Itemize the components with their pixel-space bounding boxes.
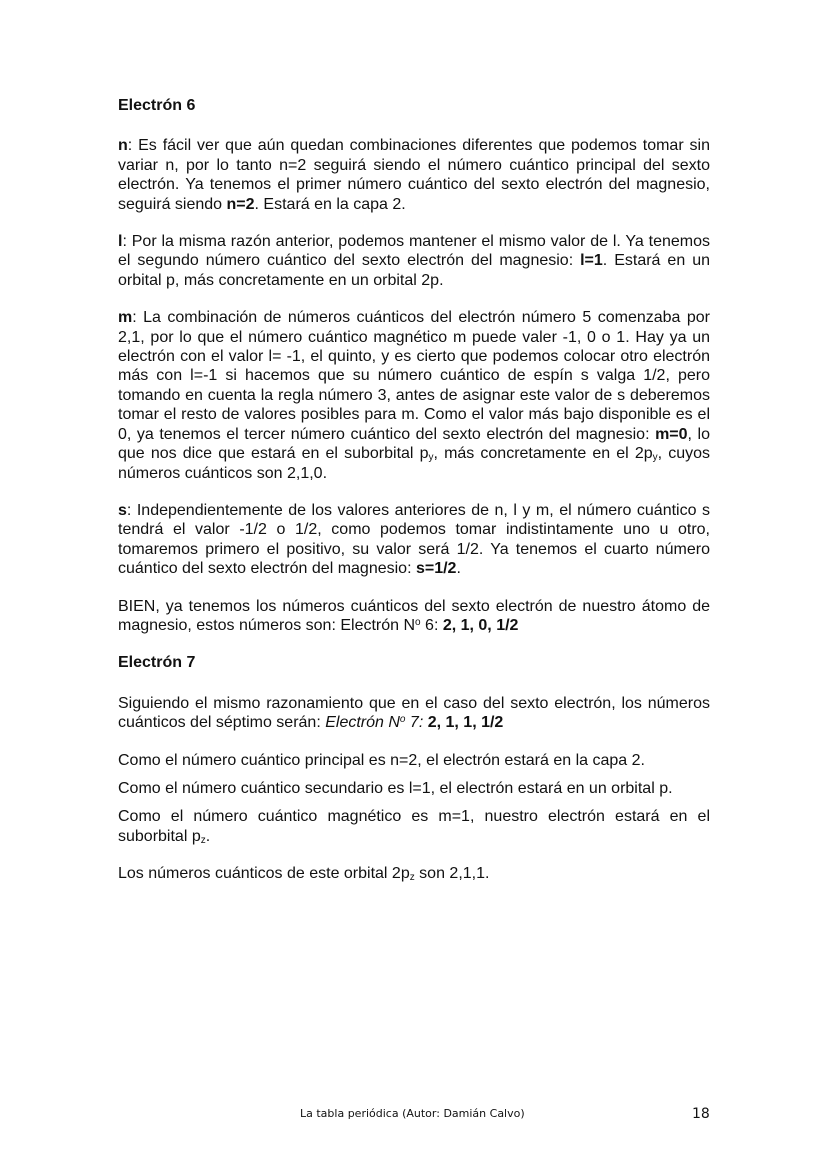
paragraph [118, 751, 710, 770]
paragraph [118, 597, 710, 636]
text-run: o [415, 616, 421, 628]
paragraph [118, 779, 710, 798]
text-run: : Independientemente de los valores anteriores de n, l y m, el número cuántico s tendrá el valor -1/2 o 1/2, como podemos tomar indistintamente uno u otro, tomaremos primero el positivo, su valor será 1/2. Ya tenemos el cuarto número cuántico del sexto electrón del magnesio: [118, 501, 710, 578]
paragraph [118, 694, 710, 733]
text-run: : Es fácil ver que aún quedan combinaciones diferentes que podemos tomar sin variar n, por lo tanto n=2 seguirá siendo el número cuántico principal del sexto electrón. Ya tenemos el primer número cuántico del sexto electrón del magnesio, seguirá siendo [118, 137, 710, 213]
text-run: n=2 [226, 195, 255, 213]
text-run: m [118, 309, 133, 327]
text-run: y [652, 452, 658, 464]
paragraph [118, 807, 710, 846]
text-run: BIEN, ya tenemos los números cuánticos del sexto electrón de nuestro átomo de magnesio, estos números son: Electrón N [118, 597, 710, 634]
text-run: : La combinación de números cuánticos del electrón número 5 comenzaba por 2,1, por lo que el número cuántico magnético m puede valer -1, 0 o 1. Hay ya un electrón con el valor l= -1, el quinto, y es cierto que podemos colocar otro electrón más con l=-1 si hacemos que su número cuántico de espín s valga 1/2, pero tomando en cuenta la regla número 3, antes de asignar este valor de s deberemos tomar el resto de valores posibles para m. Como el valor más bajo disponible es el 0, ya tenemos el tercer número cuántico del sexto electrón del magnesio: [118, 309, 710, 443]
text-run: . [456, 560, 461, 578]
text-run: Como el número cuántico secundario es l=1, el electrón estará en un orbital p. [118, 779, 673, 797]
footer-title: La tabla periódica (Autor: Damián Calvo) [300, 1107, 525, 1120]
text-run: Los números cuánticos de este orbital 2p [118, 865, 410, 883]
text-run: o [399, 714, 406, 726]
text-run: l=1 [580, 252, 603, 270]
text-run: s [118, 501, 127, 519]
text-run: Como el número cuántico principal es n=2, el electrón estará en la capa 2. [118, 751, 645, 769]
text-run: Siguiendo el mismo razonamiento que en el caso del sexto electrón, los números cuánticos del séptimo serán: [118, 694, 710, 732]
text-run: . Estará en un orbital p, más concretamente en un orbital 2p. [118, 252, 710, 289]
paragraph [118, 308, 710, 483]
text-run: y [428, 452, 434, 464]
section-heading [118, 653, 710, 672]
text-run: son 2,1,1. [414, 865, 490, 883]
text-run: . [205, 827, 211, 845]
text-run: m=0 [655, 425, 688, 443]
text-run: z [409, 872, 415, 884]
text-run: Como el número cuántico magnético es m=1, nuestro electrón estará en el suborbital p [118, 808, 710, 845]
text-run: 2, 1, 0, 1/2 [442, 616, 519, 634]
text-run: : Por la misma razón anterior, podemos mantener el mismo valor de l. Ya tenemos el segundo número cuántico del sexto electrón del magnesio: [118, 233, 710, 270]
text-run: Electrón N [325, 714, 400, 732]
text-run: z [200, 834, 206, 846]
text-run: l [118, 233, 123, 251]
text-run: 7: [405, 714, 428, 732]
text-run: 6: [420, 616, 443, 634]
text-run: . Estará en la capa 2. [254, 195, 406, 213]
text-run: , más concretamente en el 2p [433, 445, 653, 463]
text-run: n [118, 137, 128, 155]
text-run: Electrón 7 [118, 654, 196, 672]
text-run: , lo que nos dice que estará en el suborbital p [118, 425, 710, 463]
paragraph [118, 501, 710, 579]
document-body [118, 96, 710, 902]
paragraph [118, 136, 710, 214]
page-number: 18 [692, 1106, 710, 1122]
paragraph [118, 232, 710, 290]
text-run: 2, 1, 1, 1/2 [427, 714, 504, 732]
text-run: , cuyos números cuánticos son 2,1,0. [118, 445, 711, 482]
paragraph [118, 864, 710, 883]
text-run: s=1/2 [415, 560, 457, 578]
section-heading [118, 96, 710, 115]
text-run: Electrón 6 [118, 97, 196, 114]
